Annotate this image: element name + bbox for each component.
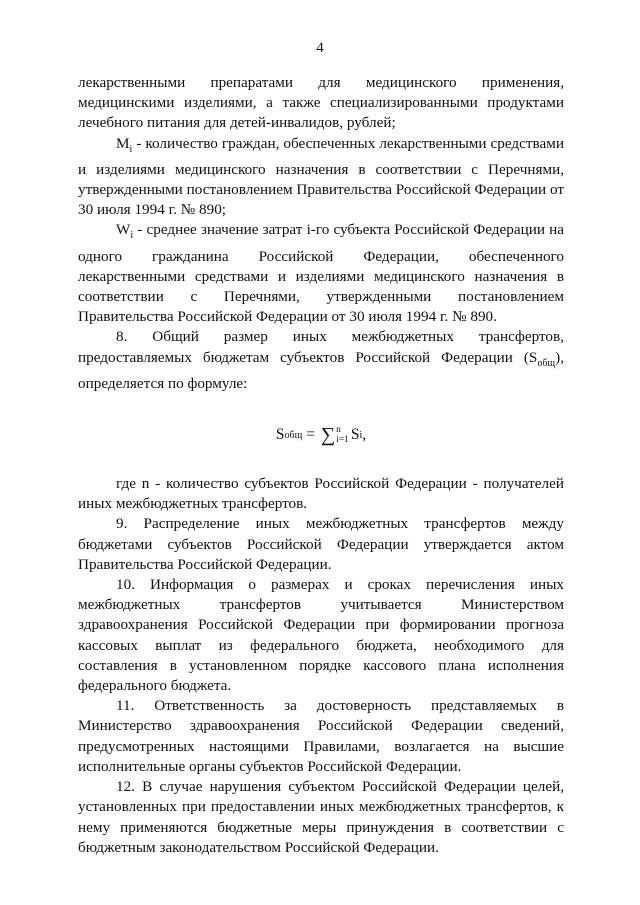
formula-sum	[321, 425, 349, 445]
paragraph-n-definition: где n - количество субъектов Российской Федерации - получателей иных межбюджетных трансфертов.	[78, 475, 564, 513]
paragraph-9: 9. Распределение иных межбюджетных трансфертов между бюджетами субъектов Российской Федерации утверждается актом Правительства Российской Федерации.	[78, 515, 564, 573]
paragraph-10: 10. Информация о размерах и сроках перечисления иных межбюджетных трансфертов учитывается Министерством здравоохранения Российской Федерации при формировании прогноза кассовых выплат из федерального бюджета, необходимого для составления в установленном порядке кассового плана исполнения федерального бюджета.	[78, 576, 564, 695]
paragraph-m-definition	[78, 134, 564, 221]
formula-lhs-subscript: общ	[284, 429, 303, 441]
formula-equals: =	[302, 426, 319, 444]
paragraph-continuation: лекарственными препаратами для медицинского применения, медицинскими изделиями, а также специализированными продуктами лечебного питания для детей-инвалидов, рублей;	[78, 74, 564, 132]
formula-sigma: ∑	[320, 424, 336, 447]
symbol-s-total: S	[528, 348, 538, 366]
paragraph-11: 11. Ответственность за достоверность представляемых в Министерство здравоохранения Российской Федерации сведений, предусмотренных настоящими Правилами, возлагается на высшие исполнительные органы субъектов Российской Федерации.	[78, 697, 564, 775]
page-number: 4	[316, 40, 324, 56]
paragraph-8-text-start: 8. Общий размер иных межбюджетных трансфертов, предоставляемых бюджетам субъектов Российской Федерации (	[78, 328, 564, 366]
formula-rhs: S	[350, 426, 360, 444]
paragraph-8-text-end: ), определяется по формуле:	[78, 348, 564, 392]
formula-rhs-subscript: i	[359, 429, 363, 441]
formula-limits	[336, 425, 349, 445]
formula	[78, 394, 564, 474]
document-body	[78, 73, 564, 858]
symbol-s-total-subscript: общ	[537, 357, 556, 369]
symbol-w: W	[116, 221, 131, 239]
symbol-m: M	[116, 134, 130, 152]
paragraph-12: 12. В случае нарушения субъектом Российской Федерации целей, установленных при предоставлении иных межбюджетных трансфертов, к нему применяются бюджетные меры принуждения в соответствии с бюджетным законодательством Российской Федерации.	[78, 778, 564, 856]
formula-lhs: S	[275, 426, 285, 444]
formula-end: ,	[362, 426, 367, 444]
paragraph-w-text: - среднее значение затрат i-го субъекта Российской Федерации на одного гражданина Российской Федерации, обеспеченного лекарственными средствами и изделиями медицинского назначения в соответствии с Перечнями, утвержденными постановлением Правительства Российской Федерации от 30 июля 1994 г. № 890.	[78, 221, 564, 326]
paragraph-m-text: - количество граждан, обеспеченных лекарственными средствами и изделиями медицинского назначения в соответствии с Перечнями, утвержденными постановлением Правительства Российской Федерации от 30 июля 1994 г. № 890;	[78, 134, 564, 219]
paragraph-w-definition	[78, 220, 564, 327]
formula-lower-limit: i=1	[336, 435, 349, 446]
symbol-m-subscript: i	[129, 143, 133, 155]
paragraph-8	[78, 327, 564, 394]
formula-upper-limit: n	[336, 425, 341, 436]
symbol-w-subscript: i	[130, 230, 134, 242]
